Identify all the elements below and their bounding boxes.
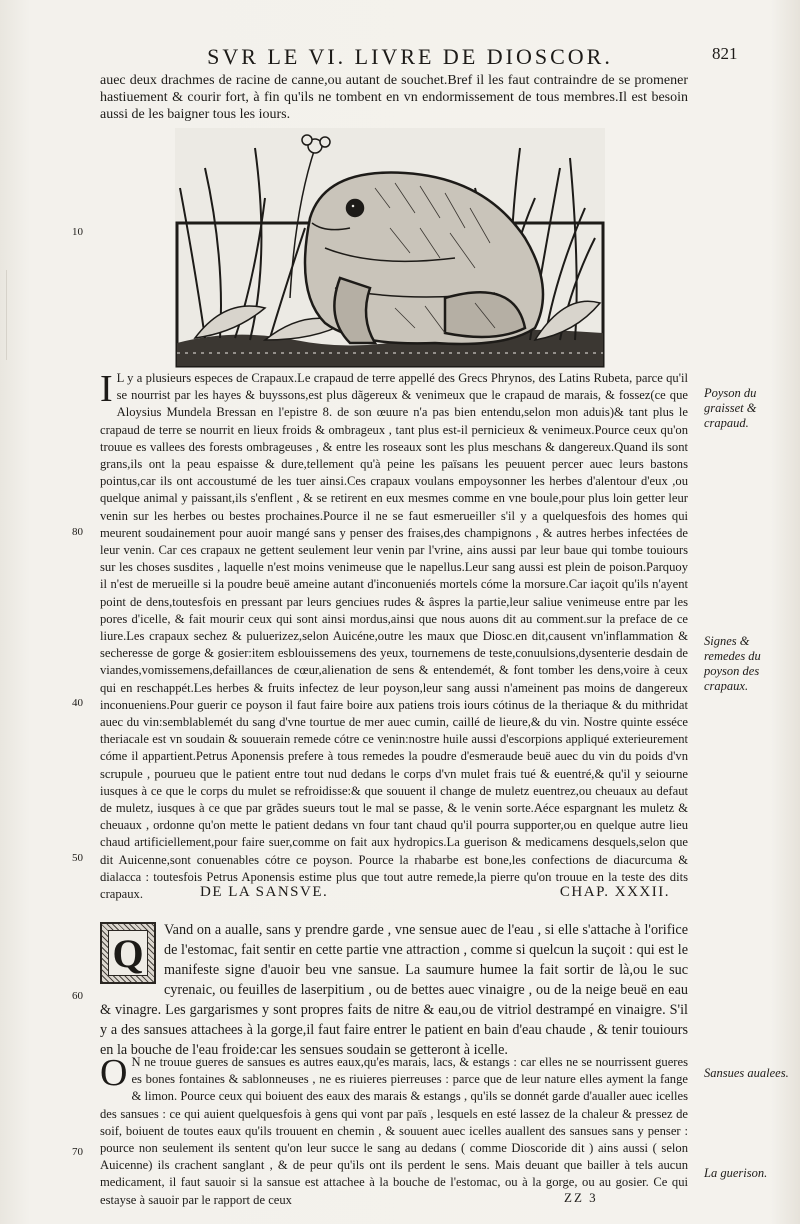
- drop-cap-initial: I: [100, 368, 113, 410]
- margin-note: La guerison.: [704, 1166, 768, 1180]
- second-sansue-paragraph-text: N ne trouue gueres de sansues es autres eaux,qu'es marais, lacs, & estangs : car elles ne se nourrissent gueres es bones fontaines & sablonneuses , ne es riuieres pierreuses : parce que de leur nature elles ayment la fange & limon. Pource ceux qui boiuent des eaux des marais & estangs , qu'ils se donnét garde d'aualler auec icelles des sansues : ce qui auient quelquesfois à gens qui vont par païs , lesquels en esté lassez de la chaleur & pressez de soif, boiuent de toutes eaux qu'ils trouuent en chemin , & souuent auec icelles auallent des sansues sans y penser : pource non seulement ils sentent qu'on leur succe le sang au dedans ( comme Dioscoride dit ) ains aussi ( selon Auicenne) ils crachent sanglant , & de peur qu'ils ont ils perdent le sens. Mais deuant que bailler à tels aucun medicament, il faut sauoir si la sansue est attachee à la bouche de l'estomac, ou à la gorge, ou au gosier. Ce qui estayse à sauoir par le rapport de ceux: [100, 1055, 688, 1207]
- line-number: 40: [72, 697, 83, 709]
- margin-note: Signes & remedes du poyson des crapaux.: [704, 634, 761, 693]
- sansue-paragraph-text: Vand on a aualle, sans y prendre garde , vne sensue auec de l'eau , si elle s'attache à l'orifice de l'estomac, fait sentir en cette partie vne attraction , comme si quelcun la suçoit : qui est le manifeste signe d'auoir beu vne sansue. La saumure humee la fait sortir de là,ou le suc cyrenaic, ou feuilles de laserpitium , ou de bettes auec vinaigre , ou de la neige beuë en eau & vinagre. Les gargarismes y sont propres faits de nitre & eau,ou de vitriol destrampé en vinaigre. S'il y a des sansues attachees à la gorge,il faut faire entrer le patient en bain d'eau chaude , & tenir touiours en la bouche de l'eau froide:car les sensues soudain se getteront à icelle.: [100, 922, 688, 1058]
- toad-woodcut-illustration: [175, 128, 605, 368]
- chapter-number: CHAP. XXXII.: [559, 884, 670, 900]
- line-number: 80: [72, 526, 83, 538]
- ornamental-initial-letter: Q: [108, 930, 148, 976]
- second-sansue-paragraph: [100, 1054, 688, 1209]
- top-paragraph: [100, 72, 688, 123]
- show-through-left: [6, 270, 67, 360]
- drop-cap-initial: O: [100, 1052, 128, 1094]
- signature-mark: ZZ 3: [564, 1190, 598, 1205]
- line-number: 70: [72, 1146, 83, 1158]
- line-number: 10: [72, 226, 83, 238]
- line-number: 50: [72, 852, 83, 864]
- page-number: 821: [712, 44, 738, 63]
- main-paragraph: [100, 370, 688, 903]
- margin-note: Sansues aualees.: [704, 1066, 789, 1080]
- line-number: 60: [72, 990, 83, 1002]
- chapter-title: DE LA SANSVE.: [200, 884, 329, 900]
- main-paragraph-text: L y a plusieurs especes de Crapaux.Le crapaud de terre appellé des Grecs Phrynos, des Latins Rubeta, parce qu'il se nourrist par les hayes & buyssons,est plus dãgereux & venimeux que le crapaud de marais, & fossez(ce que Aloysius Mundela Bressan en l'epistre 8. de son œuure n'a pas bien entendu,selon mon aduis)& tant plus le crapaud de terre se nourrit en lieux froids & ombrageux , tant plus est-il pernicieux & venimeux.Pource ceux qu'on trouue es vallees des forests ombrageuses , & entre les roseaux sont les plus meschans & dangereux.Quand ils sont grans,ils ont la peau espaisse & dure,tellement qu'à peine les païsans les peuuent percer auec leurs bastons pointus,car ils ont accoustumé de les tuer ainsi.Ces crapaux voulans empoysonner les herbes d'alentour d'eux ,ou quelque animal y paissant,ils s'enflent , & se retirent en eux mesmes comme en vne boule,pour plus loin getter leur venin sur les herbes ou bestes prochaines.Pource il ne se faut esmerueiller s'il y a quelquesfois des homes qui meurent soudainement pour auoir mangé sans y penser des fraises,des champignons , & autres herbes infectées de leur venin. Car ces crapaux ne gettent seulement leur venin par l'vrine, ains aussi par leur baue qui tombe touiours sur les choses susdites , laquelle n'est moins venimeuse que le napellus.Leur sang aussi est plein de poison.Parquoy il n'est de merueille si la poudre beuë ameine autant d'inconueniés mortels cóme la morsure.Car iaçoit qu'ils n'ayent point de dens,toutesfois en pressant par leurs genciues rudes & âspres la partie,leur saliue venimeuse entre par les pores d'icelle, & fait mourir ceux qui sont ainsi mordus,ainsi que nous auons dit au comment.sur la preface de ce liure.Les crapaux sechez & puluerizez,selon Auicéne,outre les maux que Diosc.en dit,causent vn'inflammation & secheresse de gorge & gosier:item esblouissemens des yeux, tournemens de teste,conuulsions,dysenterie desdain de viandes,vomissemens,defaillances de cœur,alienation de sens & entendemét, & font tomber les dens,voire à ceux qui en reschappét.Les herbes & fruits infectez de leur poyson,leur sang aussi n'ameinent pas moins de dangereux inconueniens.Pour guerir ce poyson il faut faire boire aux patiens trois iours cótinus de la theriaque & du mithridat auec du vin:semblablemét du sang d'vne tourtue de mer auec cumin, caillé de lieure,& du vin. Nostre quinte esséce theriacale est vn soudain & souuerain remede cótre ce venin:nostre huile aussi d'escorpions appliqué exterieurement cóme il appartient.Petrus Aponensis prefere à tous remedes la poudre d'esmeraude beuë auec du vin du poids d'vn scrupule , pourueu que le patient entre tout nud dedans le corps d'vn mulet frais tué & euentré,& qu'il y seiourne iusques à ce que le corps du mulet se refroidisse:& que souuent il change de muletz euentrez,ou cheuaux au defaut de muletz, iusques à ce que par grãdes sueurs tout le mal se passe, & le venin sorte.Aéce espargnant les muletz & cheuaux , ordonne qu'on mette le patient dedans vn four tant chaud qu'il pourra supporter,ou en quelque autre lieu chaud artificiellement,pour faire suer,comme on fait aux hydropics.La guerison & medicamens desquels,selon que dit Auicenne,sont conuenables cótre ce poyson. Pource la rhabarbe est bone,les confections de diacurcuma & dialacca : toutesfois Petrus Aponensis estime plus que tout autre remede,la pierre qu'on trouue en la teste des dits crapaux.: [100, 371, 688, 902]
- running-head: SVR LE VI. LIVRE DE DIOSCOR.: [207, 44, 613, 69]
- sansue-paragraph: [100, 920, 688, 1060]
- ornamental-initial: [100, 922, 156, 984]
- margin-note: Poyson du graisset & crapaud.: [704, 386, 757, 430]
- chapter-heading: [200, 884, 670, 901]
- top-paragraph-text: auec deux drachmes de racine de canne,ou autant de souchet.Bref il les faut contraindre de se promener hastiuement & courir fort, à fin qu'ils ne tombent en vn endormissement de tous membres.Il est besoin aussi de les baigner tous les iours.: [100, 73, 688, 122]
